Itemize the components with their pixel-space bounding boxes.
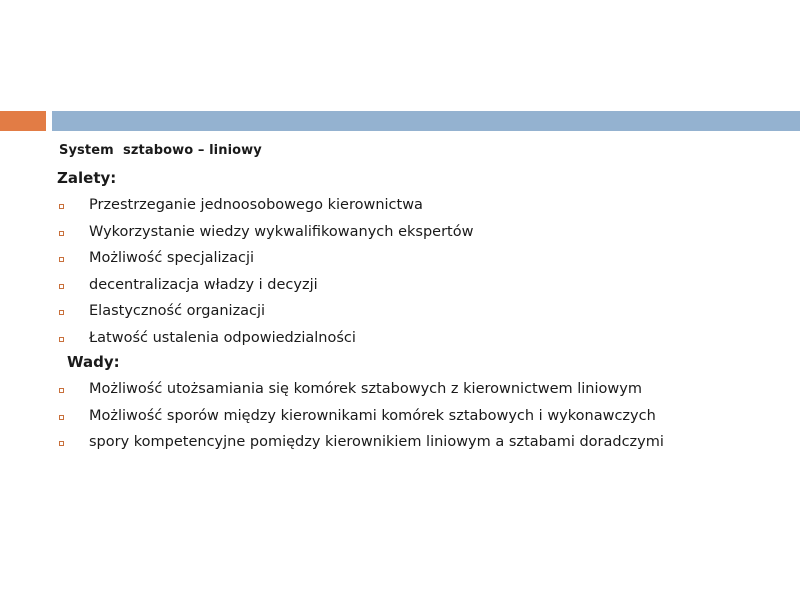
header-accent-blue-bar: [52, 111, 800, 131]
square-bullet-icon: [59, 310, 64, 315]
slide-title: System sztabowo – liniowy: [59, 143, 262, 158]
list-item-text: Wykorzystanie wiedzy wykwalifikowanych ekspertów: [89, 223, 474, 240]
square-bullet-icon: [59, 284, 64, 289]
cons-heading: Wady:: [67, 353, 120, 371]
square-bullet-icon: [59, 204, 64, 209]
list-item-text: Możliwość specjalizacji: [89, 250, 255, 266]
square-bullet-icon: [59, 388, 64, 393]
list-item-text: Możliwość sporów między kierownikami komórek sztabowych i wykonawczych: [89, 407, 656, 424]
list-item-text: Elastyczność organizacji: [89, 303, 266, 319]
square-bullet-icon: [59, 257, 64, 262]
square-bullet-icon: [59, 231, 64, 236]
list-item-text: spory kompetencyjne pomiędzy kierownikiem liniowym a sztabami doradczymi: [89, 434, 664, 450]
list-item-text: Łatwość ustalenia odpowiedzialności: [89, 329, 356, 346]
pros-heading: Zalety:: [57, 169, 117, 187]
list-item-text: Przestrzeganie jednoosobowego kierownictwa: [89, 197, 423, 213]
square-bullet-icon: [59, 337, 64, 342]
list-item-text: Możliwość utożsamiania się komórek sztabowych z kierownictwem liniowym: [89, 381, 642, 397]
square-bullet-icon: [59, 415, 64, 420]
square-bullet-icon: [59, 441, 64, 446]
header-accent-orange-bar: [0, 111, 46, 131]
list-item-text: decentralizacja władzy i decyzji: [89, 276, 318, 293]
